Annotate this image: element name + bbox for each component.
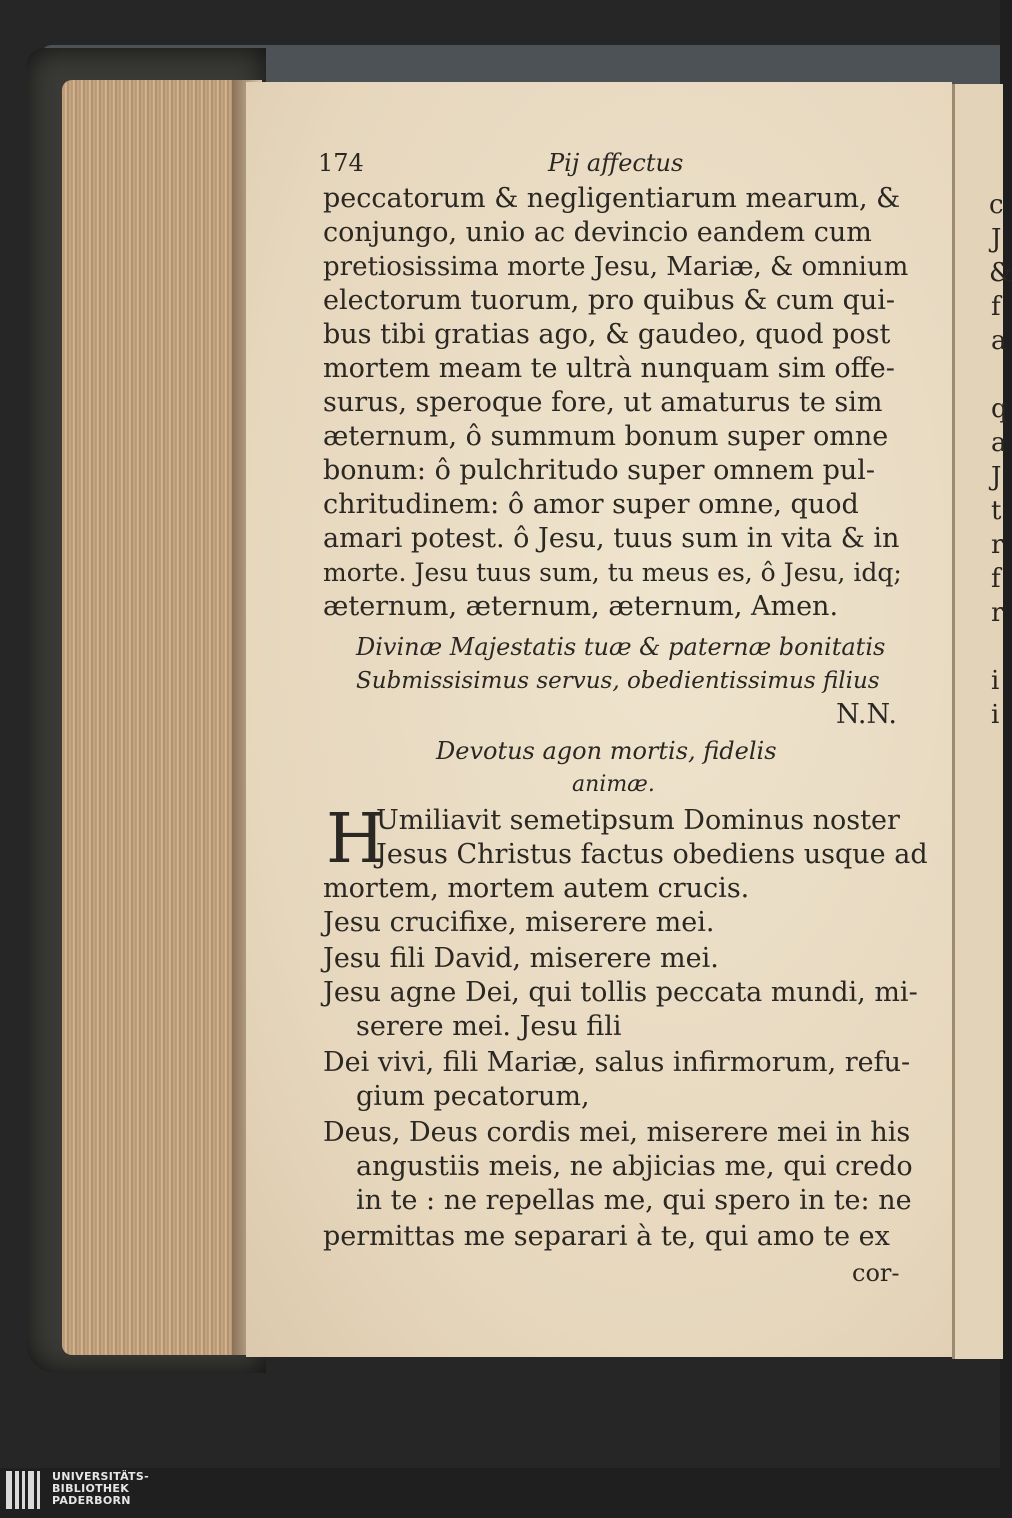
next-page-edge (952, 84, 1012, 1359)
text-line: angustiis meis, ne abjicias me, qui credo (356, 1151, 913, 1182)
text-line: electorum tuorum, pro quibus & cum qui- (323, 285, 896, 316)
drop-cap: H (326, 800, 386, 879)
section-title: animæ. (572, 772, 655, 797)
text-line: bonum: ô pulchritudo super omnem pul- (323, 455, 875, 486)
text-line: serere mei. Jesu fili (356, 1011, 622, 1042)
text-line: Umiliavit semetipsum Dominus noster (376, 805, 900, 836)
text-line: Jesu crucifixe, miserere mei. (323, 907, 715, 938)
text-line: surus, speroque fore, ut amaturus te sim (323, 387, 883, 418)
library-footer (0, 1468, 1000, 1518)
text-line: mortem, mortem autem crucis. (323, 873, 750, 904)
text-line: æternum, æternum, æternum, Amen. (323, 591, 839, 622)
page-edges (62, 80, 240, 1355)
next-page-fragment: q (991, 394, 1008, 424)
text-line: gium pecatorum, (356, 1081, 590, 1112)
text-line: conjungo, unio ac devincio eandem cum (323, 217, 872, 248)
next-page-fragment: a (991, 326, 1007, 356)
text-line: morte. Jesu tuus sum, tu meus es, ô Jesu, idq; (323, 558, 902, 587)
text-line: in te : ne repellas me, qui spero in te: ne (356, 1185, 912, 1216)
next-page-fragment: r (991, 598, 1004, 628)
next-page-fragment: J (991, 224, 1002, 254)
next-page-fragment: t (991, 496, 1002, 526)
next-page-fragment: a (991, 428, 1007, 458)
text-line: Dei vivi, fili Mariæ, salus infirmorum, refu- (323, 1047, 911, 1078)
text-line: Deus, Deus cordis mei, miserere mei in his (323, 1117, 911, 1148)
library-name-line: UNIVERSITÄTS- (52, 1470, 149, 1483)
running-header: Pij affectus (548, 149, 684, 177)
section-title: Devotus agon mortis, fidelis (436, 737, 777, 765)
next-page-fragment: i (991, 666, 1000, 696)
closing-line: Submissisimus servus, obedientissimus filius (356, 668, 880, 694)
text-line: chritudinem: ô amor super omne, quod (323, 489, 859, 520)
text-line: pretiosissima morte Jesu, Mariæ, & omnium (323, 252, 909, 282)
next-page-fragment: i (991, 700, 1000, 730)
text-line: bus tibi gratias ago, & gaudeo, quod post (323, 319, 891, 350)
next-page-fragment: r (991, 530, 1004, 560)
next-page-fragment: c (989, 190, 1004, 220)
closing-line: Divinæ Majestatis tuæ & paternæ bonitatis (356, 633, 886, 661)
library-logo-icon (6, 1471, 46, 1509)
text-line: amari potest. ô Jesu, tuus sum in vita & in (323, 523, 900, 554)
library-name-line: BIBLIOTHEK (52, 1482, 130, 1495)
text-line: Jesu fili David, miserere mei. (323, 943, 719, 974)
text-line: Jesus Christus factus obediens usque ad (376, 839, 928, 870)
signature: N.N. (836, 699, 897, 730)
text-line: Jesu agne Dei, qui tollis peccata mundi, mi- (323, 977, 918, 1008)
library-name-line: PADERBORN (52, 1494, 131, 1507)
next-page-fragment: f (991, 292, 1001, 322)
next-page-fragment: J (991, 462, 1002, 492)
text-line: peccatorum & negligentiarum mearum, & (323, 183, 901, 214)
next-page-fragment: & (989, 258, 1012, 288)
text-line: æternum, ô summum bonum super omne (323, 421, 889, 452)
page-number: 174 (318, 149, 364, 177)
catchword: cor- (852, 1259, 900, 1287)
text-line: mortem meam te ultrà nunquam sim offe- (323, 353, 895, 384)
next-page-fragment: f (991, 564, 1001, 594)
text-line: permittas me separari à te, qui amo te ex (323, 1221, 890, 1252)
